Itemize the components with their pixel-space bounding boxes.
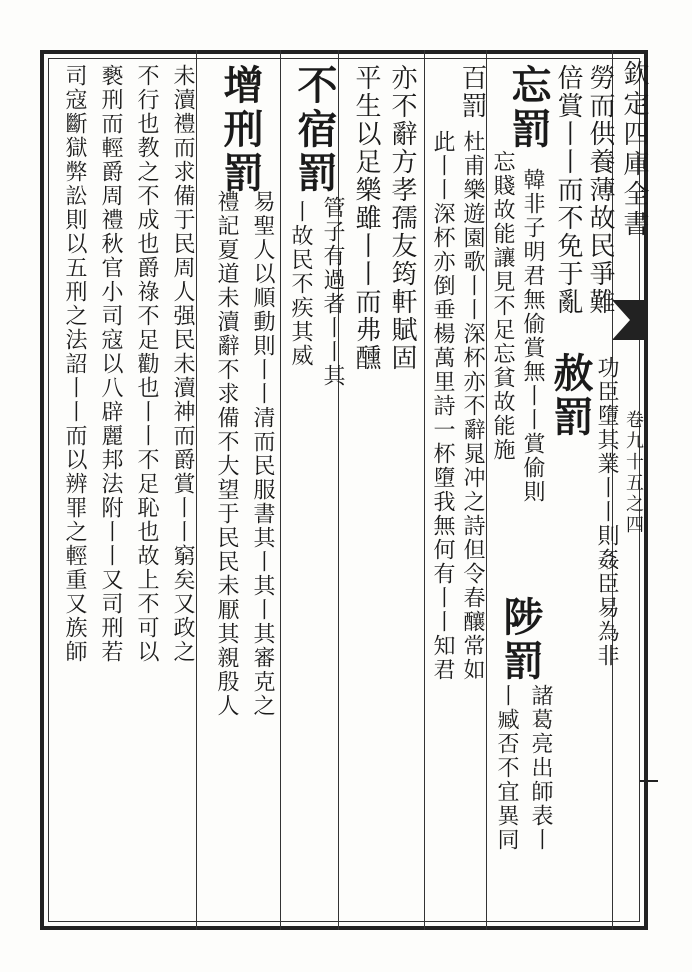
text-column: 禮記夏道未瀆辭不求備不大望于民民未厭其親殷人 (214, 190, 239, 718)
text-column: 丨故民不疾其威 (288, 200, 313, 368)
text-column: 不行也教之不成也爵祿不足勸也丨丨不足恥也故上不可以 (134, 64, 159, 664)
entry-heading: 忘罰 (505, 64, 552, 152)
entry-heading: 陟罰 (497, 596, 544, 684)
text-column: 丨臧否不宜異同 (494, 684, 519, 852)
text-column: 易聖人以順動則丨丨清而民服書其丨其丨其審克之 (250, 190, 275, 718)
column-rule (280, 50, 281, 930)
text-column: 司寇斷獄弊訟則以五刑之法詔丨丨而以辨罪之輕重又族師 (62, 64, 87, 664)
entry-heading: 百罰 (457, 64, 487, 120)
entry-heading: 不宿罰 (291, 64, 338, 196)
margin-dash (640, 780, 658, 782)
volume-label: 卷九十五之四 (623, 410, 644, 536)
text-column: 諸葛亮出師表丨 (528, 684, 553, 852)
text-column: 杜甫樂遊園歌丨丨深杯亦不辭晁冲之詩但令春釀常如 (460, 130, 485, 682)
text-column: 亦不辭方孝孺友筠軒賦固 (387, 64, 417, 372)
text-column: 勞而供養薄故民爭難 (585, 64, 615, 316)
text-column: 忘賤故能讓見不足忘貧故能施 (490, 150, 515, 462)
book-title: 欽定四庫全書 (619, 60, 649, 240)
column-rule (338, 50, 339, 930)
text-column: 倍賞丨丨而不免于亂 (553, 64, 583, 316)
text-column: 韓非子明君無偷賞無丨丨賞偷則 (520, 168, 545, 504)
text-column: 未瀆禮而求備于民周人强民未瀆神而爵賞丨丨窮矣又政之 (170, 64, 195, 664)
entry-heading: 赦罰 (547, 352, 594, 440)
text-column: 平生以足樂雖丨丨而弗醺 (351, 64, 381, 372)
text-column: 此丨丨深杯亦倒垂楊萬里詩一杯墮我無何有丨丨知君 (430, 130, 455, 682)
text-column: 褻刑而輕爵周禮秋官小司寇以八辟麗邦法附丨丨又司刑若 (98, 64, 123, 664)
entry-heading: 增刑罰 (217, 64, 264, 196)
column-rule (196, 50, 197, 930)
text-column: 管子有過者丨丨其 (320, 196, 345, 388)
column-rule (486, 50, 487, 930)
text-column: 功臣墮其業丨丨則姦臣易為非 (594, 356, 619, 668)
column-rule (424, 50, 425, 930)
